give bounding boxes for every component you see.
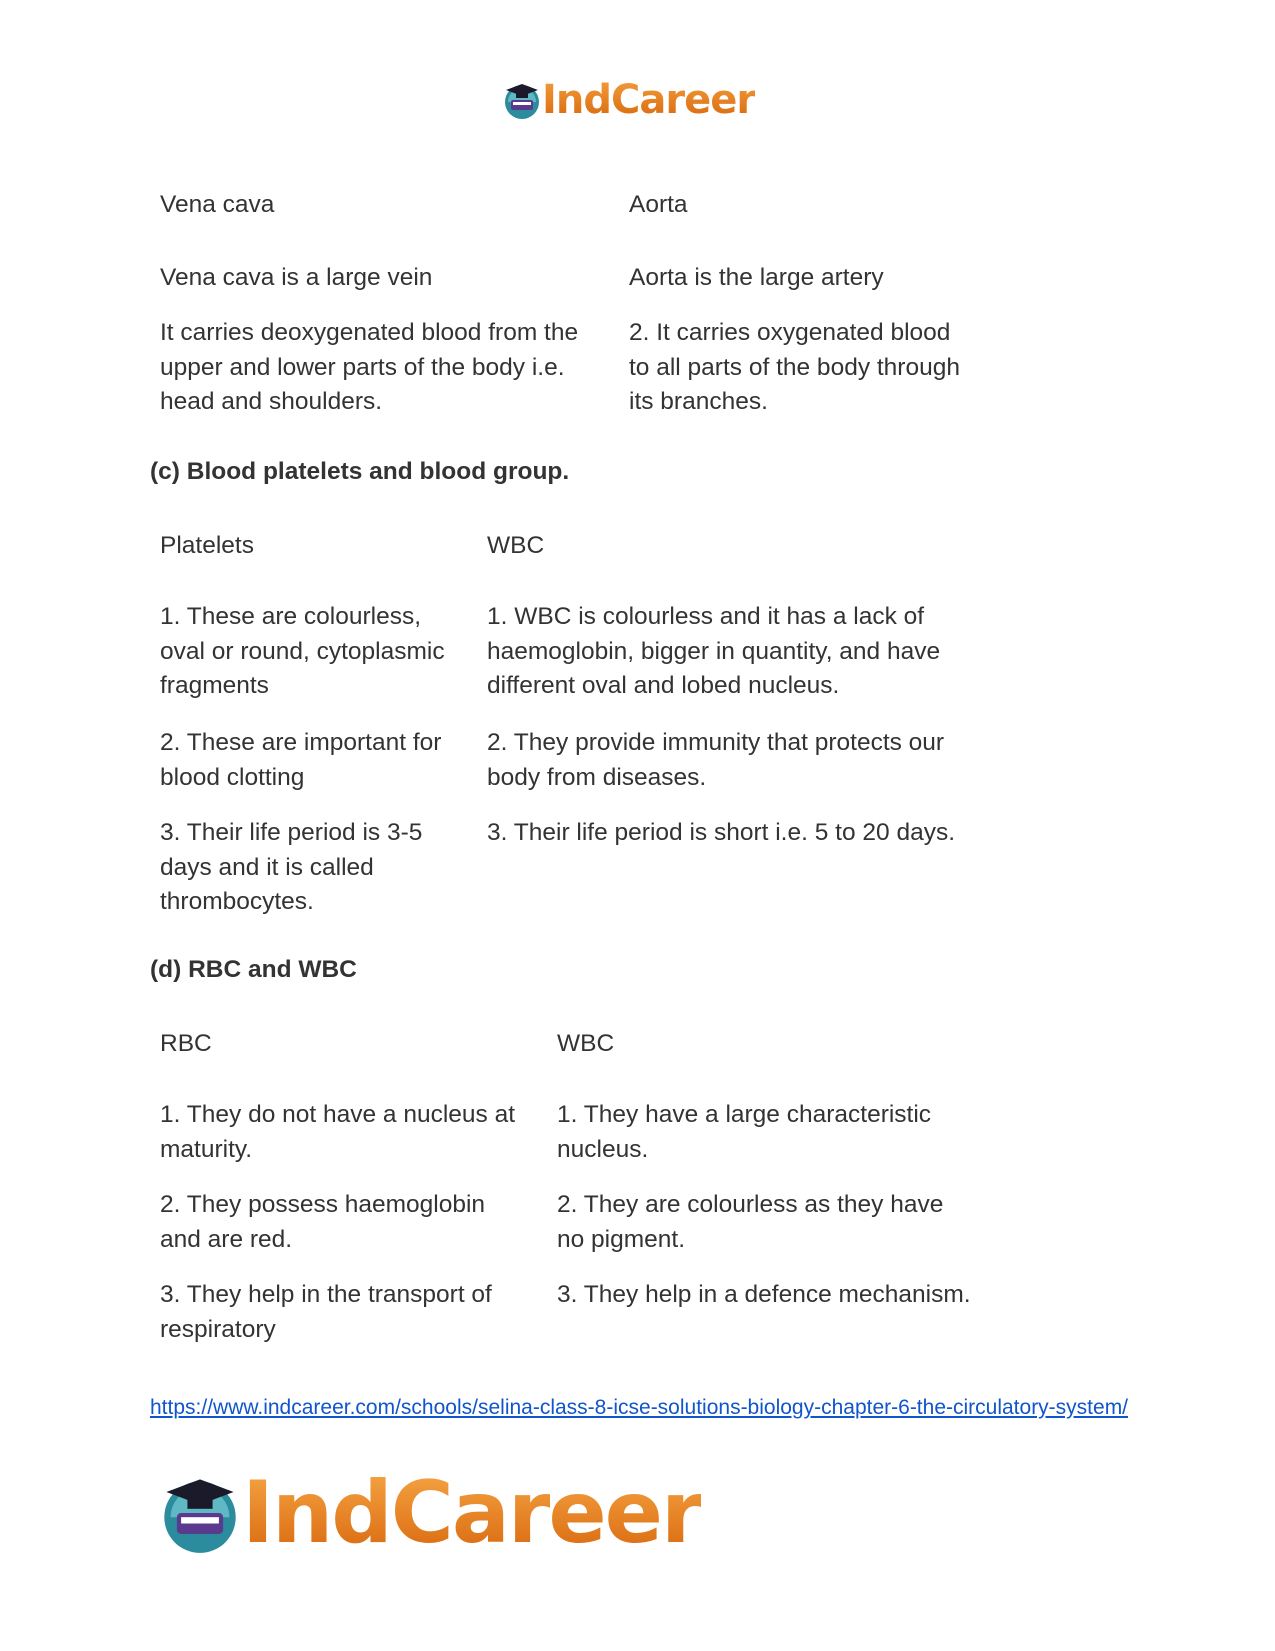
table-cell: 1. These are colourless, oval or round, cytoplasmic fragments: [160, 603, 445, 699]
indcareer-logo-footer: [158, 1463, 702, 1563]
table-cell: Vena cava is a large vein: [160, 264, 433, 291]
table-cell: 2. These are important for blood clotting: [160, 729, 442, 791]
table-cell: 2. They are colourless as they have no pigment.: [557, 1191, 944, 1253]
table-header-rbc: RBC: [160, 1030, 212, 1057]
table-cell: 2. They possess haemoglobin and are red.: [160, 1191, 486, 1253]
logo-wordmark: IndCareer: [242, 1463, 702, 1563]
table-header-aorta: Aorta: [629, 191, 688, 218]
table-header-vena-cava: Vena cava: [160, 191, 275, 218]
table-cell: 3. Their life period is 3-5 days and it is called thrombocytes.: [160, 819, 423, 915]
section-heading: (c) Blood platelets and blood group.: [150, 458, 570, 485]
source-link[interactable]: https://www.indcareer.com/schools/selina-class-8-icse-solutions-biology-chapter-6-the-circulatory-system/: [150, 1396, 1129, 1419]
table-header-platelets: Platelets: [160, 532, 254, 559]
table-cell: 3. They help in a defence mechanism.: [557, 1281, 971, 1308]
logo-wordmark: IndCareer: [542, 77, 756, 123]
table-cell: 1. WBC is colourless and it has a lack of haemoglobin, bigger in quantity, and have different oval and lobed nucleus.: [487, 603, 941, 699]
table-cell: 1. They do not have a nucleus at maturity.: [160, 1101, 516, 1163]
graduation-cap-book-globe-icon: [502, 80, 542, 120]
table-cell: Aorta is the large artery: [629, 264, 884, 291]
table-cell: 1. They have a large characteristic nucleus.: [557, 1101, 932, 1163]
table-cell: 2. They provide immunity that protects our body from diseases.: [487, 729, 945, 791]
table-cell: 2. It carries oxygenated blood to all parts of the body through its branches.: [629, 319, 960, 415]
table-cell: 3. They help in the transport of respiratory: [160, 1281, 492, 1343]
graduation-cap-book-globe-icon: [158, 1471, 242, 1555]
section-heading: (d) RBC and WBC: [150, 956, 357, 983]
table-header-wbc: WBC: [557, 1030, 615, 1057]
table-cell: It carries deoxygenated blood from the upper and lower parts of the body i.e. head and shoulders.: [160, 319, 579, 415]
table-cell: 3. Their life period is short i.e. 5 to 20 days.: [487, 819, 956, 846]
indcareer-logo-header: [502, 77, 756, 123]
table-header-wbc: WBC: [487, 532, 545, 559]
